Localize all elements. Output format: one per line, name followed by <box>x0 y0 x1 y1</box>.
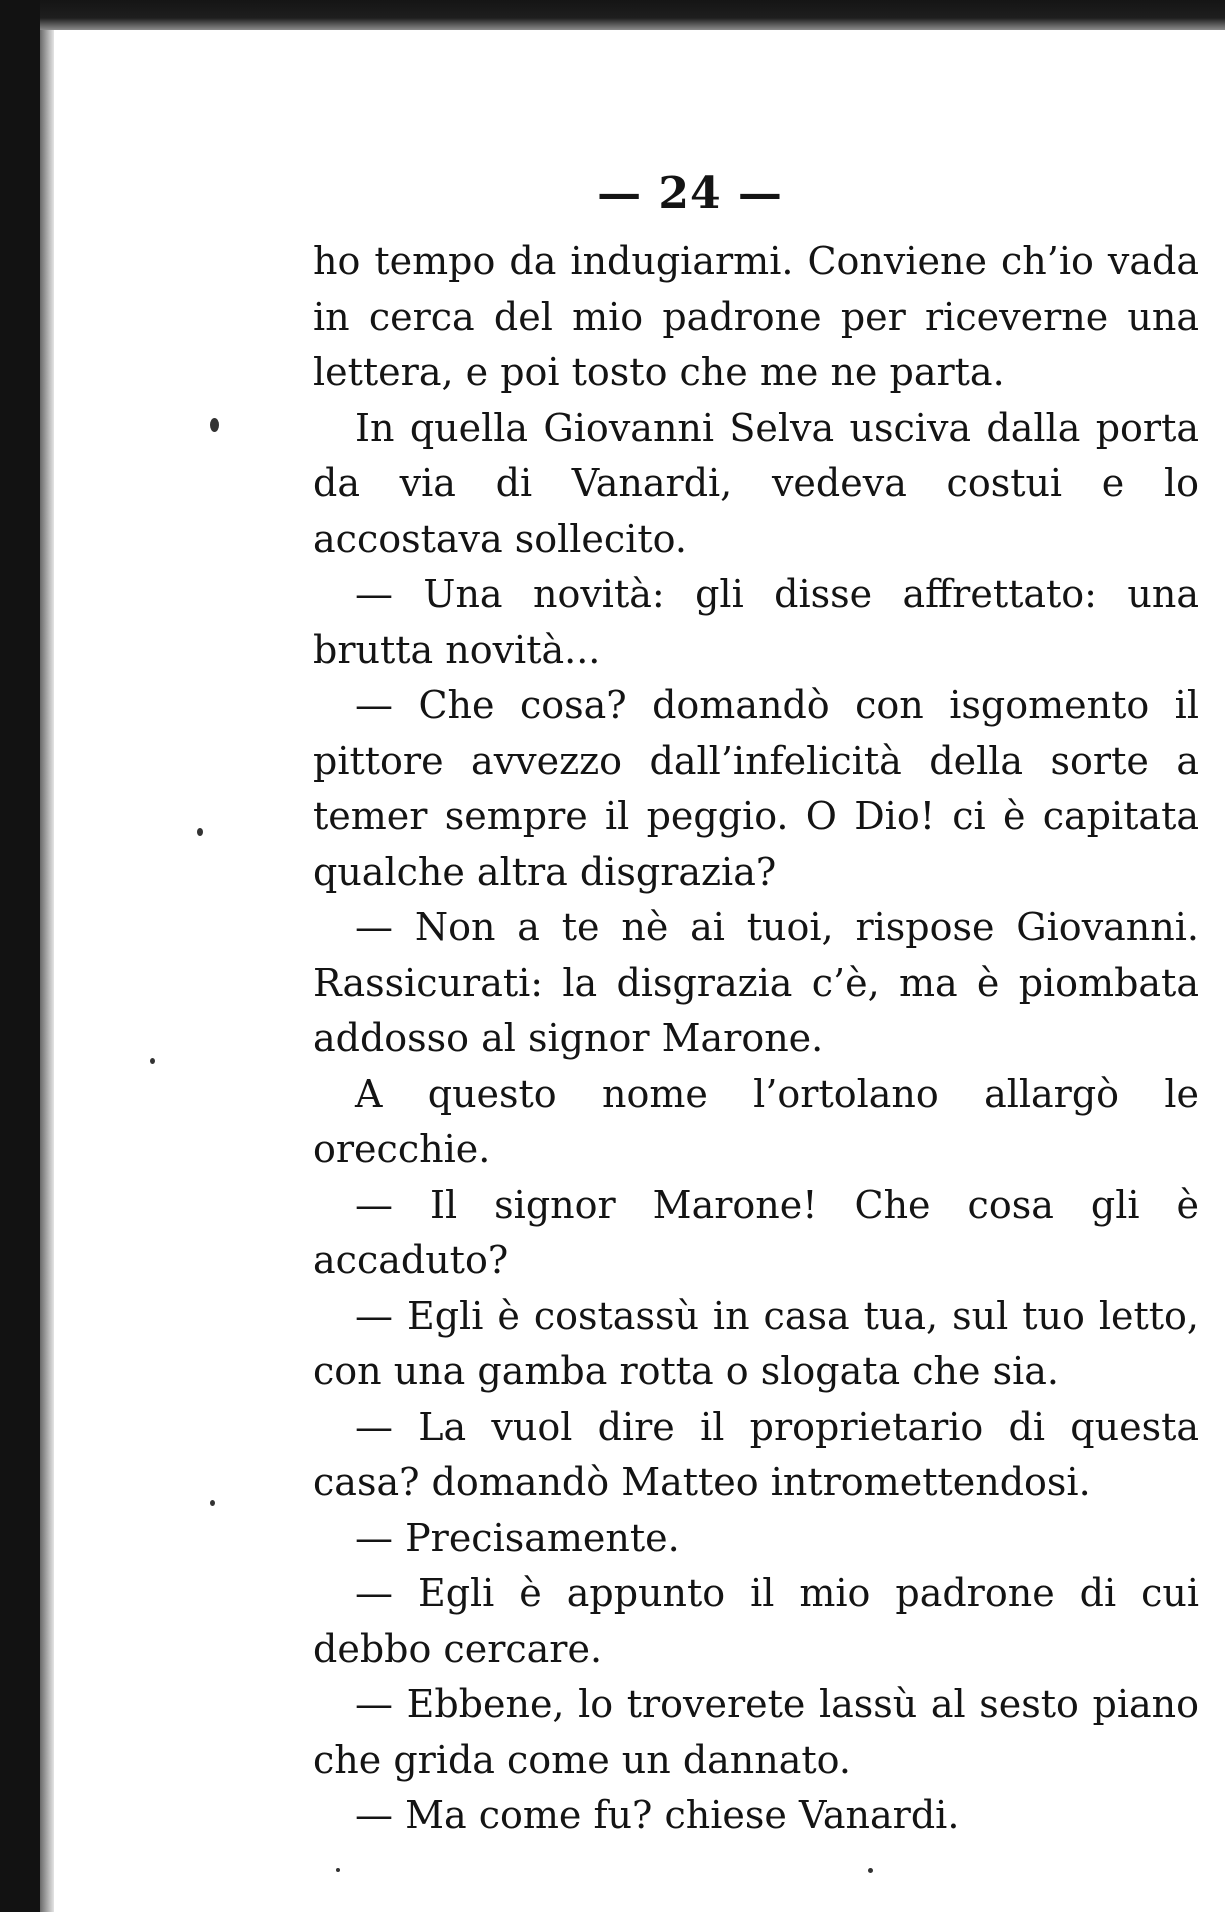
scan-speck <box>150 1058 155 1064</box>
paragraph: — Che cosa? domandò con isgomento il pittore avvezzo dall’infelicità della sorte a temer sempre il peggio. O Dio! ci è capitata qualche altra disgrazia? <box>313 683 1199 894</box>
paragraph: — Ebbene, lo troverete lassù al sesto piano che grida come un dannato. <box>313 1682 1199 1782</box>
scan-speck <box>210 418 219 432</box>
paragraph: In quella Giovanni Selva usciva dalla porta da via di Vanardi, vedeva costui e lo accostava sollecito. <box>313 405 1199 561</box>
scan-speck <box>210 1500 215 1506</box>
scan-border-shadow <box>40 30 54 1912</box>
paragraph: — Precisamente. <box>355 1515 680 1560</box>
page-number: — 24 — <box>597 168 783 219</box>
scan-speck <box>197 828 203 836</box>
scan-speck <box>336 1868 340 1872</box>
paragraph: A questo nome l’ortolano allargò le orecchie. <box>313 1071 1199 1171</box>
paragraph: ho tempo da indugiarmi. Conviene ch’io vada in cerca del mio padrone per riceverne una lettera, e poi tosto che me ne parta. <box>313 239 1199 394</box>
paragraph: — Una novità: gli disse affrettato: una brutta novità... <box>313 572 1199 672</box>
scan-border-left <box>0 0 40 1912</box>
paragraph: — Egli è appunto il mio padrone di cui debbo cercare. <box>313 1571 1199 1671</box>
paragraph: — Non a te nè ai tuoi, rispose Giovanni. Rassicurati: la disgrazia c’è, ma è piombata addosso al signor Marone. <box>313 905 1199 1060</box>
paragraph: — Ma come fu? chiese Vanardi. <box>355 1793 960 1837</box>
scan-speck <box>868 1868 873 1873</box>
body-text <box>313 234 1199 1844</box>
scan-border-top <box>0 0 1225 30</box>
paragraph: — Egli è costassù in casa tua, sul tuo letto, con una gamba rotta o slogata che sia. <box>313 1293 1199 1393</box>
paragraph: — Il signor Marone! Che cosa gli è accaduto? <box>313 1182 1199 1282</box>
paragraph: — La vuol dire il proprietario di questa casa? domandò Matteo intromettendosi. <box>313 1404 1199 1504</box>
